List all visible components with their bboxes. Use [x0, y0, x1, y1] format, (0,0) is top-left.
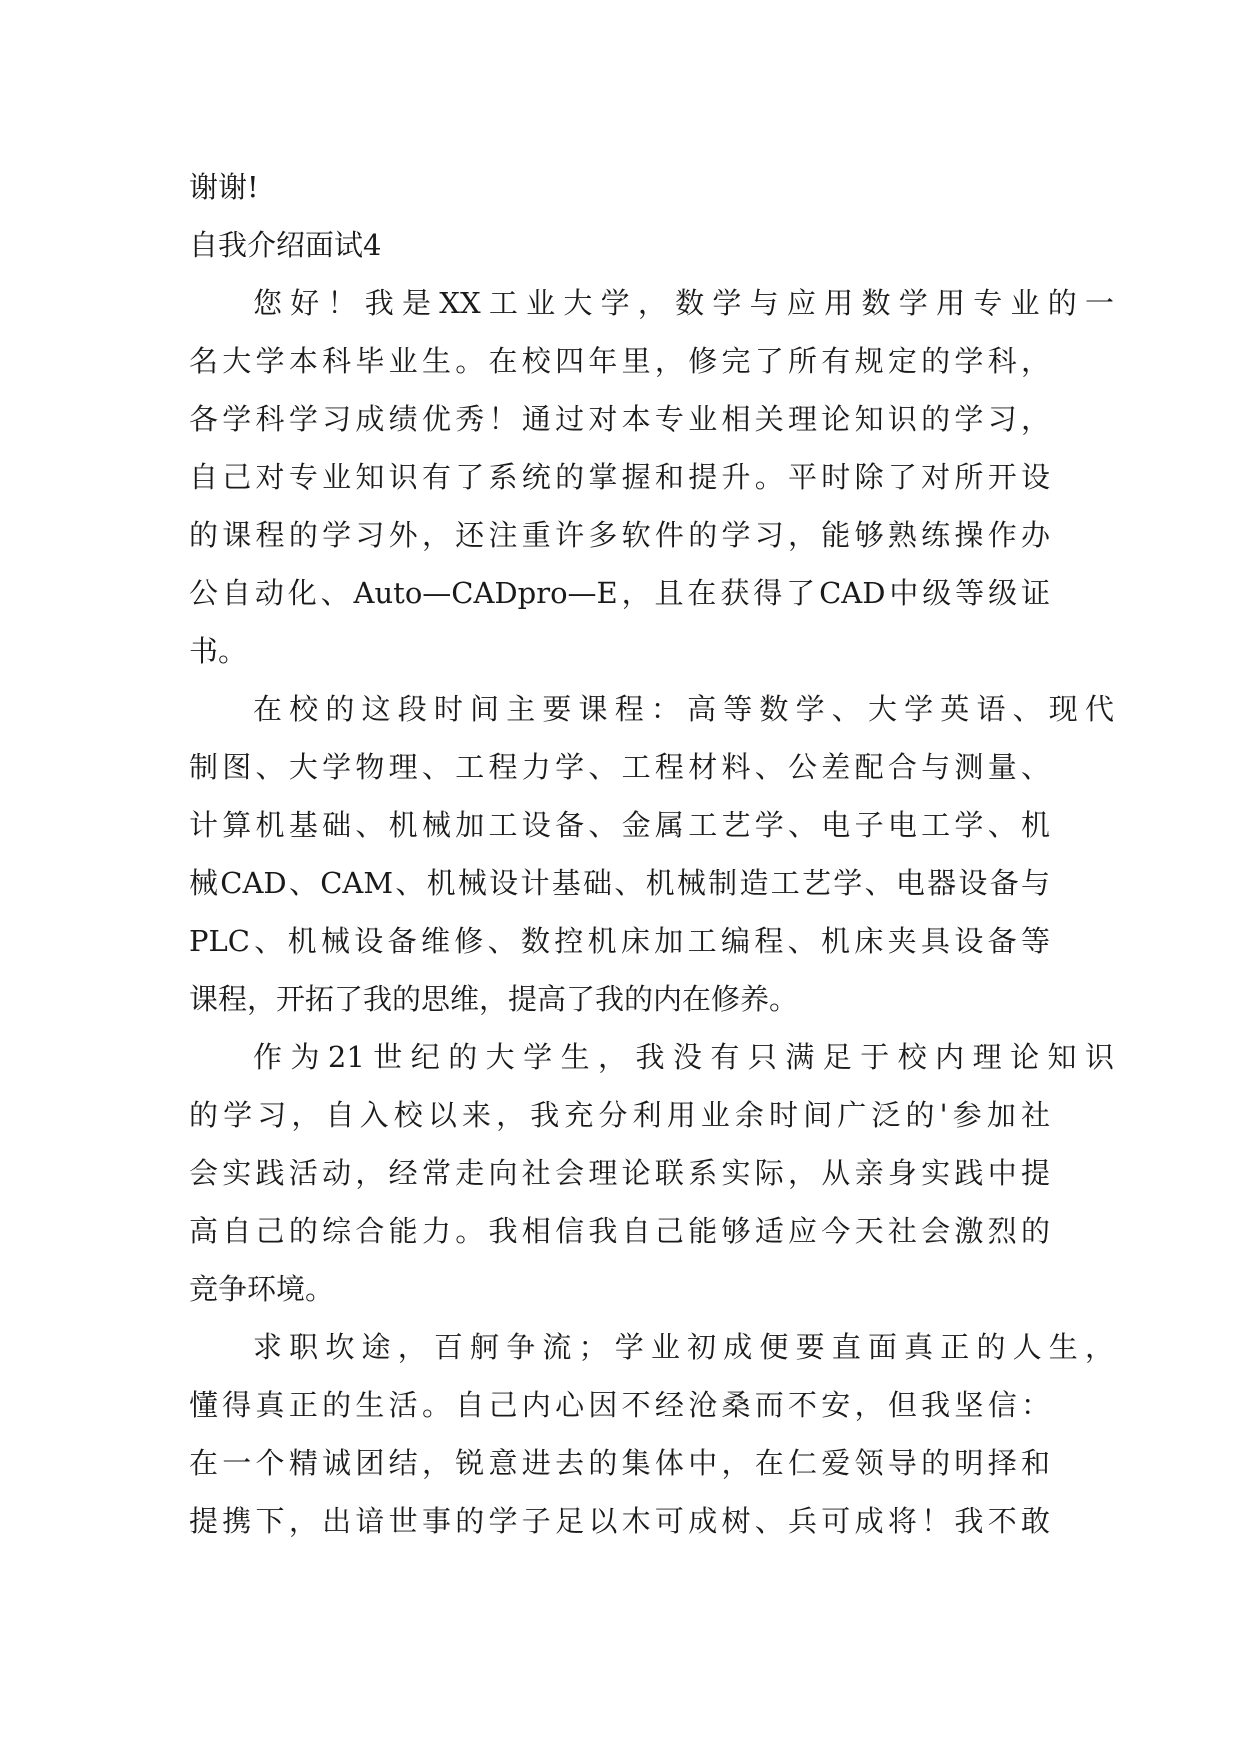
paragraph-3-line: 会实践活动，经常走向社会理论联系实际，从亲身实践中提: [189, 1156, 1050, 1190]
paragraph-4-line: 求职坎途，百舸争流；学业初成便要直面真正的人生，: [253, 1330, 1114, 1364]
paragraph-3-line: 的学习，自入校以来，我充分利用业余时间广泛的'参加社: [189, 1098, 1050, 1132]
document-body: [189, 158, 1114, 1550]
closing-thanks: 谢谢!: [189, 170, 259, 204]
paragraph-3-line: 竞争环境。: [189, 1272, 335, 1306]
paragraph-2-line: 械CAD、CAM、机械设计基础、机械制造工艺学、电器设备与: [189, 866, 1050, 900]
paragraph-4-line: 在一个精诚团结，锐意进去的集体中，在仁爱领导的明择和: [189, 1446, 1050, 1480]
paragraph-2-line: 课程，开拓了我的思维，提高了我的内在修养。: [189, 982, 799, 1016]
paragraph-4-line: 提携下，出谙世事的学子足以木可成树、兵可成将！我不敢: [189, 1504, 1050, 1538]
paragraph-1-line: 公自动化、Auto—CADpro—E，且在获得了CAD中级等级证: [189, 576, 1050, 610]
paragraph-2-line: 计算机基础、机械加工设备、金属工艺学、电子电工学、机: [189, 808, 1050, 842]
paragraph-4-line: 懂得真正的生活。自己内心因不经沧桑而不安，但我坚信：: [189, 1388, 1050, 1422]
paragraph-2-line: 制图、大学物理、工程力学、工程材料、公差配合与测量、: [189, 750, 1050, 784]
paragraph-1-line: 各学科学习成绩优秀！通过对本专业相关理论知识的学习，: [189, 402, 1050, 436]
paragraph-2-line: 在校的这段时间主要课程：高等数学、大学英语、现代: [253, 692, 1114, 726]
paragraph-1-line: 名大学本科毕业生。在校四年里，修完了所有规定的学科，: [189, 344, 1050, 378]
paragraph-1-line: 自己对专业知识有了系统的掌握和提升。平时除了对所开设: [189, 460, 1050, 494]
paragraph-3-line: 作为21世纪的大学生，我没有只满足于校内理论知识: [253, 1040, 1114, 1074]
paragraph-1-line: 的课程的学习外，还注重许多软件的学习，能够熟练操作办: [189, 518, 1050, 552]
paragraph-2-line: PLC、机械设备维修、数控机床加工编程、机床夹具设备等: [189, 924, 1050, 958]
section-heading: 自我介绍面试4: [189, 228, 382, 262]
paragraph-1-line: 您好！我是XX工业大学，数学与应用数学用专业的一: [253, 286, 1114, 320]
paragraph-1-line: 书。: [189, 634, 248, 668]
paragraph-3-line: 高自己的综合能力。我相信我自己能够适应今天社会激烈的: [189, 1214, 1050, 1248]
